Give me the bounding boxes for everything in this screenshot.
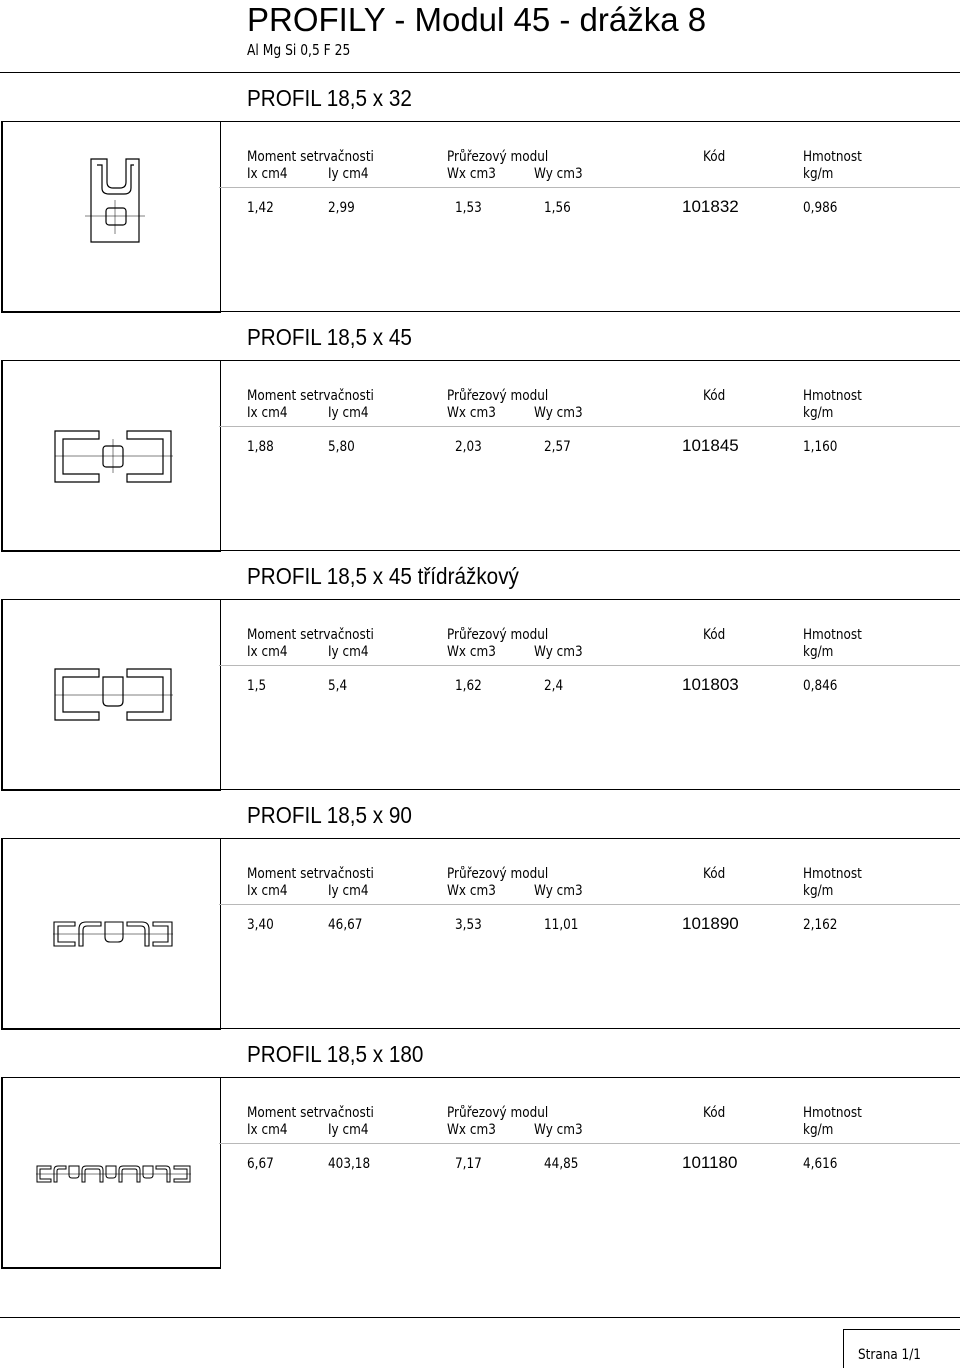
- header-moment: Moment setrvačnosti: [247, 627, 374, 643]
- profile-drawing-box: [1, 121, 221, 313]
- profile-drawing-box: [1, 1077, 221, 1269]
- value-ix: 1,5: [247, 678, 267, 694]
- header-moment: Moment setrvačnosti: [247, 149, 374, 165]
- value-kod: 101803: [682, 675, 739, 694]
- value-iy: 5,4: [328, 678, 348, 694]
- profile-cross-section-drawing: [3, 361, 220, 550]
- profile-title: PROFIL 18,5 x 90: [247, 802, 412, 828]
- header-rule: [219, 426, 960, 427]
- header-wx: Wx cm3: [447, 166, 496, 182]
- header-hmotnost: Hmotnost: [803, 627, 862, 643]
- header-wy: Wy cm3: [534, 644, 583, 660]
- value-iy: 2,99: [328, 200, 355, 216]
- value-hmotnost: 0,846: [803, 678, 838, 694]
- value-wx: 2,03: [455, 439, 482, 455]
- value-ix: 1,42: [247, 200, 274, 216]
- header-wx: Wx cm3: [447, 405, 496, 421]
- header-modul: Průřezový modul: [447, 627, 549, 643]
- header-wy: Wy cm3: [534, 883, 583, 899]
- profile-drawing-box: [1, 838, 221, 1030]
- header-modul: Průřezový modul: [447, 866, 549, 882]
- header-iy: Iy cm4: [328, 166, 369, 182]
- profile-title: PROFIL 18,5 x 45: [247, 324, 412, 350]
- value-wy: 1,56: [544, 200, 571, 216]
- profile-title: PROFIL 18,5 x 32: [247, 85, 412, 111]
- profile-section-1: [0, 72, 960, 311]
- value-wy: 11,01: [544, 917, 579, 933]
- header-wx: Wx cm3: [447, 1122, 496, 1138]
- value-hmotnost: 1,160: [803, 439, 838, 455]
- value-ix: 6,67: [247, 1156, 274, 1172]
- section-divider: [219, 360, 960, 361]
- header-modul: Průřezový modul: [447, 1105, 549, 1121]
- header-rule: [219, 187, 960, 188]
- section-divider: [219, 599, 960, 600]
- value-ix: 3,40: [247, 917, 274, 933]
- header-ix: Ix cm4: [247, 166, 288, 182]
- material-subtitle: Al Mg Si 0,5 F 25: [247, 41, 351, 59]
- value-kod: 101832: [682, 197, 739, 216]
- section-top-rule: [219, 1028, 960, 1029]
- header-moment: Moment setrvačnosti: [247, 866, 374, 882]
- value-wx: 1,53: [455, 200, 482, 216]
- profile-drawing-box: [1, 599, 221, 791]
- header-rule: [219, 665, 960, 666]
- value-wx: 1,62: [455, 678, 482, 694]
- header-moment: Moment setrvačnosti: [247, 1105, 374, 1121]
- header-wy: Wy cm3: [534, 405, 583, 421]
- profile-cross-section-drawing: [3, 600, 220, 789]
- page-number: Strana 1/1: [858, 1347, 921, 1363]
- profile-cross-section-drawing: [3, 1078, 220, 1267]
- value-wy: 44,85: [544, 1156, 579, 1172]
- header-iy: Iy cm4: [328, 1122, 369, 1138]
- header-hmotnost: Hmotnost: [803, 866, 862, 882]
- profile-section-3: [0, 550, 960, 789]
- section-divider: [219, 121, 960, 122]
- header-rule: [219, 904, 960, 905]
- header-unit: kg/m: [803, 883, 834, 899]
- value-iy: 5,80: [328, 439, 355, 455]
- header-kod: Kód: [703, 866, 726, 882]
- header-ix: Ix cm4: [247, 883, 288, 899]
- value-hmotnost: 2,162: [803, 917, 838, 933]
- header-wx: Wx cm3: [447, 644, 496, 660]
- value-iy: 403,18: [328, 1156, 371, 1172]
- value-hmotnost: 4,616: [803, 1156, 838, 1172]
- section-divider: [219, 1077, 960, 1078]
- header-kod: Kód: [703, 627, 726, 643]
- section-top-rule: [219, 311, 960, 312]
- value-wy: 2,4: [544, 678, 564, 694]
- profile-drawing-box: [1, 360, 221, 552]
- header-unit: kg/m: [803, 644, 834, 660]
- value-iy: 46,67: [328, 917, 363, 933]
- value-kod: 101890: [682, 914, 739, 933]
- section-top-rule: [219, 550, 960, 551]
- header-iy: Iy cm4: [328, 405, 369, 421]
- header-moment: Moment setrvačnosti: [247, 388, 374, 404]
- header-unit: kg/m: [803, 405, 834, 421]
- value-wx: 3,53: [455, 917, 482, 933]
- header-modul: Průřezový modul: [447, 388, 549, 404]
- header-wx: Wx cm3: [447, 883, 496, 899]
- value-wx: 7,17: [455, 1156, 482, 1172]
- value-wy: 2,57: [544, 439, 571, 455]
- profile-section-4: [0, 789, 960, 1028]
- header-kod: Kód: [703, 149, 726, 165]
- bottom-rule: [0, 1317, 960, 1318]
- header-iy: Iy cm4: [328, 883, 369, 899]
- header-wy: Wy cm3: [534, 166, 583, 182]
- header-hmotnost: Hmotnost: [803, 149, 862, 165]
- section-top-rule: [219, 789, 960, 790]
- header-modul: Průřezový modul: [447, 149, 549, 165]
- profile-section-2: [0, 311, 960, 550]
- profile-cross-section-drawing: [3, 122, 220, 311]
- header-kod: Kód: [703, 1105, 726, 1121]
- header-unit: kg/m: [803, 1122, 834, 1138]
- value-kod: 101845: [682, 436, 739, 455]
- profile-cross-section-drawing: [3, 839, 220, 1028]
- value-kod: 101180: [682, 1153, 738, 1172]
- header-iy: Iy cm4: [328, 644, 369, 660]
- header-wy: Wy cm3: [534, 1122, 583, 1138]
- value-ix: 1,88: [247, 439, 274, 455]
- section-divider: [219, 838, 960, 839]
- header-hmotnost: Hmotnost: [803, 388, 862, 404]
- header-hmotnost: Hmotnost: [803, 1105, 862, 1121]
- header-ix: Ix cm4: [247, 405, 288, 421]
- header-ix: Ix cm4: [247, 1122, 288, 1138]
- profile-title: PROFIL 18,5 x 180: [247, 1041, 424, 1067]
- header-ix: Ix cm4: [247, 644, 288, 660]
- profile-section-5: [0, 1028, 960, 1267]
- value-hmotnost: 0,986: [803, 200, 838, 216]
- page-title: PROFILY - Modul 45 - drážka 8: [247, 1, 707, 38]
- header-unit: kg/m: [803, 166, 834, 182]
- header-kod: Kód: [703, 388, 726, 404]
- profile-title: PROFIL 18,5 x 45 třídrážkový: [247, 563, 519, 589]
- header-rule: [219, 1143, 960, 1144]
